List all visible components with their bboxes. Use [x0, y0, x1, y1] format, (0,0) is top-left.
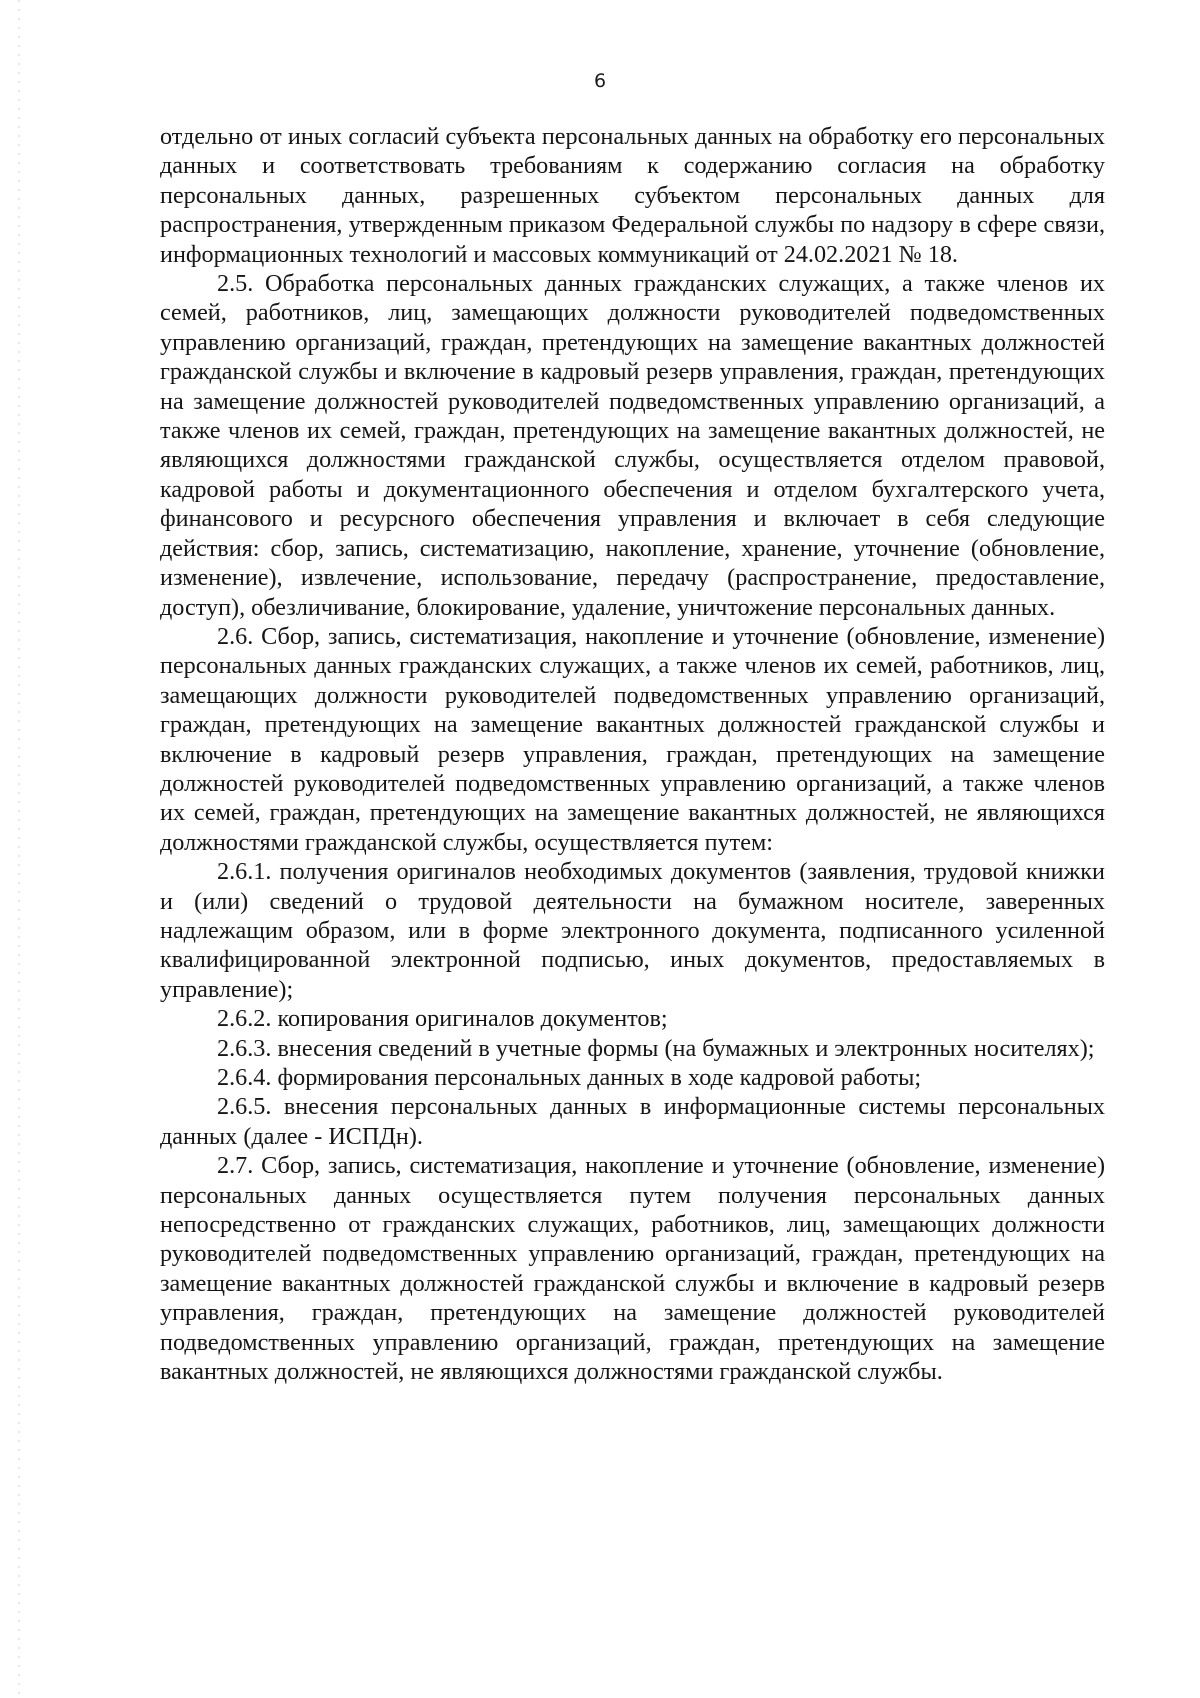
paragraph-2-6: 2.6. Сбор, запись, систематизация, накопление и уточнение (обновление, изменение) персональных данных гражданских служащих, а также членов их семей, работников, лиц, замещающих должности руководителей подведомственных управлению организаций, граждан, претендующих на замещение вакантных должностей гражданской службы и включение в кадровый резерв управления, граждан, претендующих на замещение должностей руководителей подведомственных управлению организаций, а также членов их семей, граждан, претендующих на замещение вакантных должностей, не являющихся должностями гражданской службы, осуществляется путем:: [160, 622, 1105, 856]
paragraph-2-6-3: 2.6.3. внесения сведений в учетные формы (на бумажных и электронных носителях);: [217, 1034, 1095, 1062]
paragraph-2-6-4: 2.6.4. формирования персональных данных в ходе кадровой работы;: [217, 1064, 922, 1091]
paragraph-continuation: отдельно от иных согласий субъекта персональных данных на обработку его персональных данных и соответствовать требованиям к содержанию согласия на обработку персональных данных, разрешенных субъектом персональных данных для распространения, утвержденным приказом Федеральной службы по надзору в сфере связи, информационных технологий и массовых коммуникаций от 24.02.2021 № 18.: [160, 123, 1105, 268]
scan-edge-marks: [18, 0, 20, 1698]
paragraph-2-6-5: 2.6.5. внесения персональных данных в информационные системы персональных данных (далее - ИСПДн).: [160, 1093, 1105, 1150]
paragraph-2-6-2: 2.6.2. копирования оригиналов документов;: [217, 1005, 668, 1033]
document-body: [160, 122, 1105, 1386]
page-number: 6: [593, 70, 607, 92]
paragraph-2-7: 2.7. Сбор, запись, систематизация, накопление и уточнение (обновление, изменение) персональных данных осуществляется путем получения персональных данных непосредственно от гражданских служащих, работников, лиц, замещающих должности руководителей подведомственных управлению организаций, граждан, претендующих на замещение вакантных должностей гражданской службы и включение в кадровый резерв управления, граждан, претендующих на замещение должностей руководителей подведомственных управлению организаций, граждан, претендующих на замещение вакантных должностей, не являющихся должностями гражданской службы.: [160, 1152, 1105, 1386]
paragraph-2-5: 2.5. Обработка персональных данных гражданских служащих, а также членов их семей, работников, лиц, замещающих должности руководителей подведомственных управлению организаций, граждан, претендующих на замещение вакантных должностей гражданской службы и включение в кадровый резерв управления, граждан, претендующих на замещение должностей руководителей подведомственных управлению организаций, а также членов их семей, граждан, претендующих на замещение вакантных должностей, не являющихся должностями гражданской службы, осуществляется отделом правовой, кадровой работы и документационного обеспечения и отделом бухгалтерского учета, финансового и ресурсного обеспечения управления и включает в себя следующие действия: сбор, запись, систематизацию, накопление, хранение, уточнение (обновление, изменение), извлечение, использование, передачу (распространение, предоставление, доступ), обезличивание, блокирование, удаление, уничтожение персональных данных.: [160, 270, 1105, 621]
paragraph-2-6-1: 2.6.1. получения оригиналов необходимых документов (заявления, трудовой книжки и (или) сведений о трудовой деятельности на бумажном носителе, заверенных надлежащим образом, или в форме электронного документа, подписанного усиленной квалифицированной электронной подписью, иных документов, предоставляемых в управление);: [160, 858, 1105, 1003]
